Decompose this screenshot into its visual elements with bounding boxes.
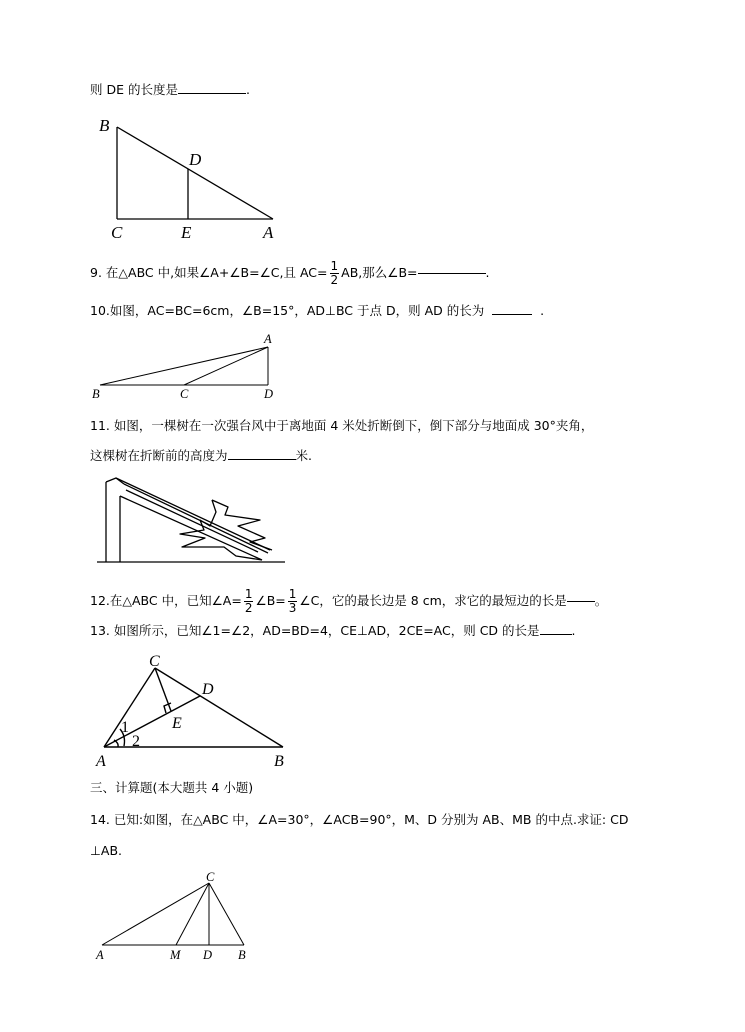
q14-line1: 14. 已知:如图，在△ABC 中，∠A=30°，∠ACB=90°，M、D 分别为 AB、MB 的中点.求证: CD [90, 812, 629, 827]
q13-line: 13. 如图所示，已知∠1=∠2，AD=BD=4，CE⊥AD，2CE=AC，则 CD 的长是 . [90, 623, 576, 638]
label-e: E [172, 715, 182, 732]
label-a: A [96, 948, 104, 962]
q11-line2: 这棵树在折断前的高度为 米. [90, 448, 312, 463]
q9-line: 9. 在△ABC 中,如果∠A+∠B=∠C,且 AC= $\frac{1}{2}$ AB,那么∠B= . [90, 259, 490, 287]
label-c: C [180, 387, 189, 401]
label-d: D [189, 150, 202, 169]
label-d: D [203, 948, 213, 962]
fraction-half: $\frac{1}{2}$ [244, 587, 253, 615]
label-c: C [111, 223, 123, 242]
label-d: D [264, 387, 274, 401]
q14-line2: ⊥AB. [90, 843, 122, 858]
q8-text: 则 DE 的长度是 [90, 82, 178, 97]
angle-label-1: 1 [121, 719, 129, 736]
label-b: B [92, 387, 100, 401]
angle-label-2: 2 [132, 733, 140, 750]
fraction-half: $\frac{1}{2}$ [330, 259, 339, 287]
label-b: B [274, 753, 284, 770]
section-heading: 三、计算题(本大题共 4 小题) [90, 780, 254, 795]
label-e: E [181, 223, 192, 242]
label-a: A [263, 223, 274, 242]
label-c: C [149, 653, 160, 670]
q12-line: 12.在△ABC 中，已知∠A= $\frac{1}{2}$ ∠B= $\frac{1}{3}$ ∠C，它的最长边是 8 cm，求它的最短边的长是 。 [90, 587, 608, 615]
q10-line: 10.如图，AC=BC=6cm，∠B=15°，AD⊥BC 于点 D，则 AD 的长为 . [90, 303, 545, 318]
label-d: D [202, 681, 214, 698]
label-c: C [206, 870, 215, 884]
q11-line1: 11. 如图，一棵树在一次强台风中于离地面 4 米处折断倒下，倒下部分与地面成 30°夹角， [90, 418, 594, 433]
label-b: B [238, 948, 246, 962]
q8-line: 则 DE 的长度是 . [90, 82, 250, 97]
label-a: A [96, 753, 106, 770]
fraction-third: $\frac{1}{3}$ [288, 587, 297, 615]
label-a: A [264, 332, 272, 346]
label-b: B [99, 116, 110, 135]
label-m: M [170, 948, 181, 962]
